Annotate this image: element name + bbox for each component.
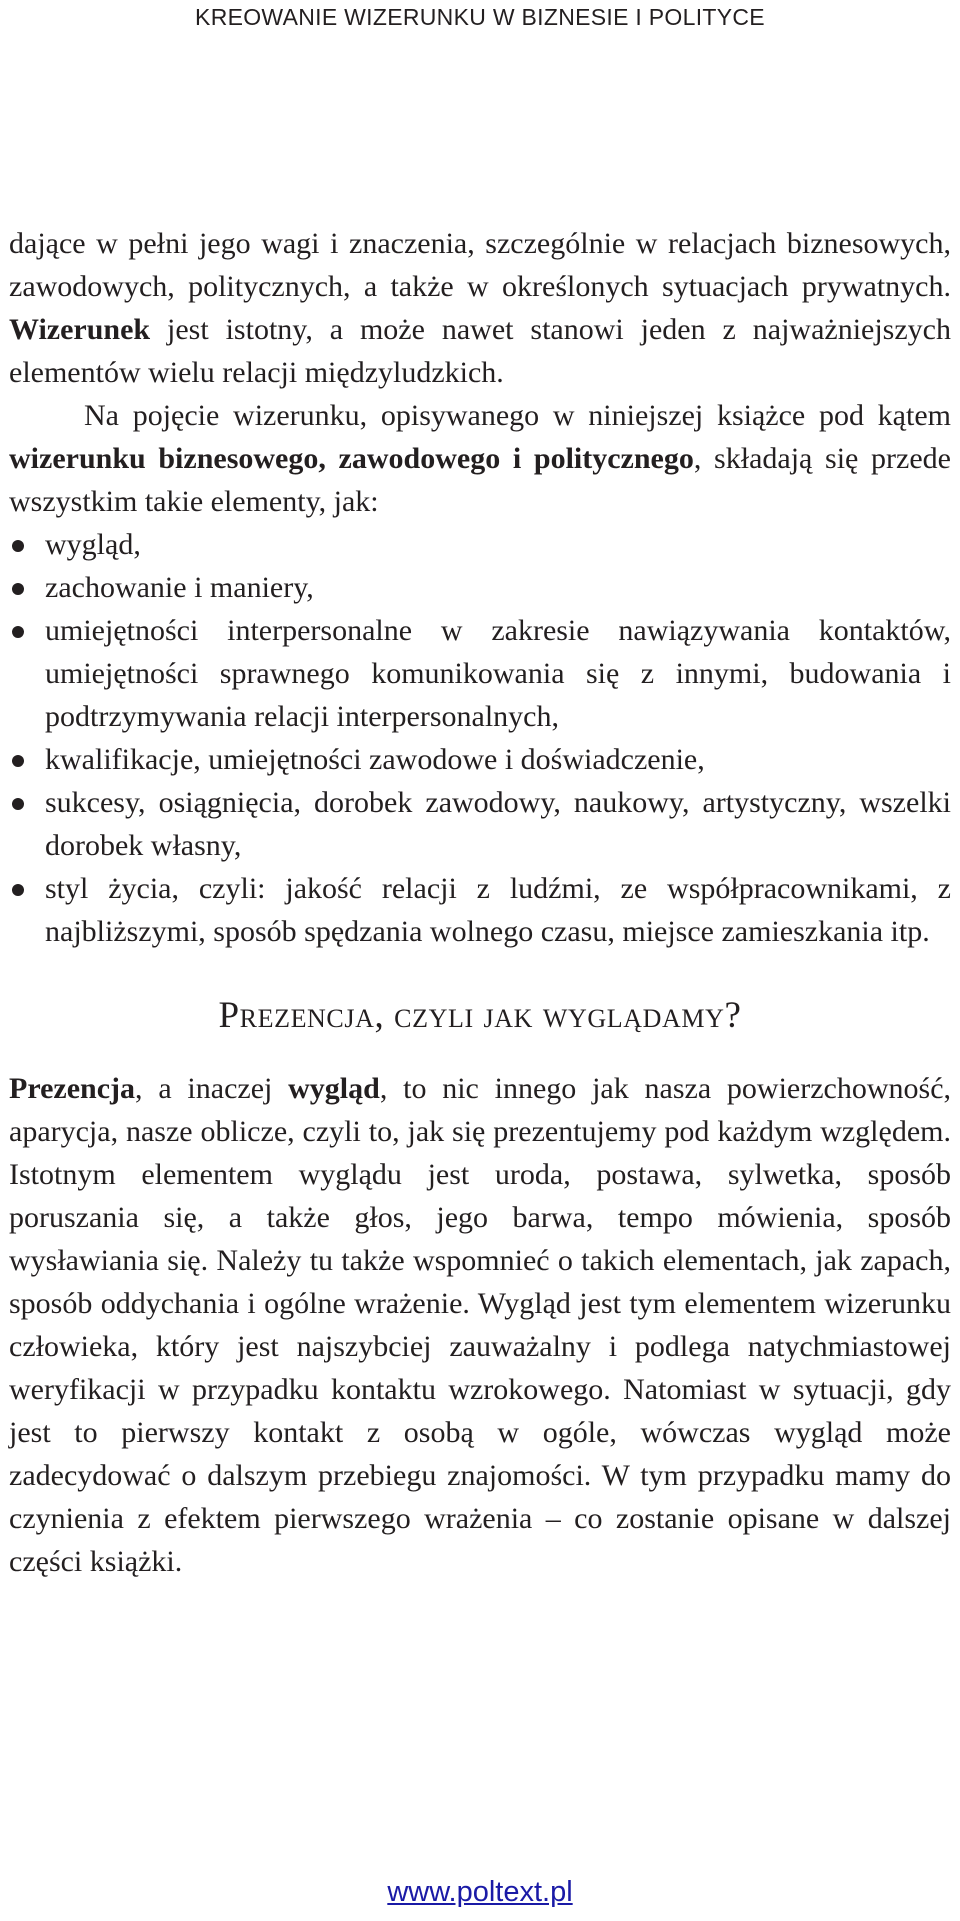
section-heading: Prezencja, czyli jak wyglądamy?: [218, 995, 742, 1036]
footer-website-link[interactable]: www.poltext.pl: [387, 1876, 573, 1908]
list-item-text: kwalifikacje, umiejętności zawodowe i doświadczenie,: [45, 743, 705, 776]
intro-text-1a: dające w pełni jego wagi i znaczenia, szczególnie w relacjach biznesowych, zawodowych, politycznych, a także w określonych sytuacjach prywatnych.: [9, 227, 951, 303]
list-item: [9, 609, 951, 738]
section-bold-term-2: wygląd: [288, 1072, 380, 1105]
section-text-b: , to nic innego jak nasza powierzchowność, aparycja, nasze oblicze, czyli to, jak się prezentujemy pod każdym względem. Istotnym elementem wyglądu jest uroda, postawa, sylwetka, sposób poruszania się, a także głos, jego barwa, tempo mówienia, sposób wysławiania się. Należy tu także wspomnieć o takich elementach, jak zapach, sposób oddychania i ogólne wrażenie. Wygląd jest tym elementem wizerunku człowieka, który jest najszybciej zauważalny i podlega natychmiastowej weryfikacji w przypadku kontaktu wzrokowego. Natomiast w sytuacji, gdy jest to pierwszy kontakt z osobą w ogóle, wówczas wygląd może zadecydować o dalszym przebiegu znajomości. W tym przypadku mamy do czynienia z efektem pierwszego wrażenia – co zostanie opisane w dalszej części książki.: [9, 1072, 952, 1578]
list-item-text: umiejętności interpersonalne w zakresie nawiązywania kontaktów, umiejętności sprawnego komunikowania się z innymi, budowania i podtrzymywania relacji interpersonalnych,: [45, 614, 951, 733]
intro-text-2b: , składają się przede wszystkim takie elementy, jak:: [9, 442, 951, 518]
section-text-a: , a inaczej: [135, 1072, 289, 1105]
bullet-icon: [12, 583, 24, 595]
running-header: KREOWANIE WIZERUNKU W BIZNESIE I POLITYCE: [195, 4, 765, 30]
list-item-text: styl życia, czyli: jakość relacji z ludźmi, ze współpracownikami, z najbliższymi, sposób spędzania wolnego czasu, miejsce zamieszkania itp.: [45, 872, 951, 948]
bullet-icon: [12, 755, 24, 767]
section-paragraph: [9, 1067, 951, 1583]
bullet-icon: [12, 626, 24, 638]
list-item: [9, 867, 951, 953]
intro-text-1b: jest istotny, a może nawet stanowi jeden z najważniejszych elementów wielu relacji międzyludzkich.: [9, 313, 951, 389]
list-item-text: wygląd,: [45, 528, 141, 561]
intro-paragraph-2: [9, 394, 951, 523]
intro-text-2a: Na pojęcie wizerunku, opisywanego w niniejszej książce pod kątem: [84, 399, 951, 432]
page-body: [9, 222, 951, 1583]
intro-bold-phrase: wizerunku biznesowego, zawodowego i politycznego: [9, 442, 694, 475]
list-item: [9, 738, 951, 781]
bullet-icon: [12, 798, 24, 810]
list-item: [9, 523, 951, 566]
list-item-text: sukcesy, osiągnięcia, dorobek zawodowy, naukowy, artystyczny, wszelki dorobek własny,: [45, 786, 951, 862]
bullet-icon: [12, 884, 24, 896]
section-bold-term-1: Prezencja: [9, 1072, 136, 1105]
element-list: [9, 523, 951, 953]
intro-bold-term: Wizerunek: [9, 313, 151, 346]
bullet-icon: [12, 540, 24, 552]
list-item: [9, 566, 951, 609]
list-item-text: zachowanie i maniery,: [45, 571, 314, 604]
intro-paragraph-1: [9, 222, 951, 394]
list-item: [9, 781, 951, 867]
